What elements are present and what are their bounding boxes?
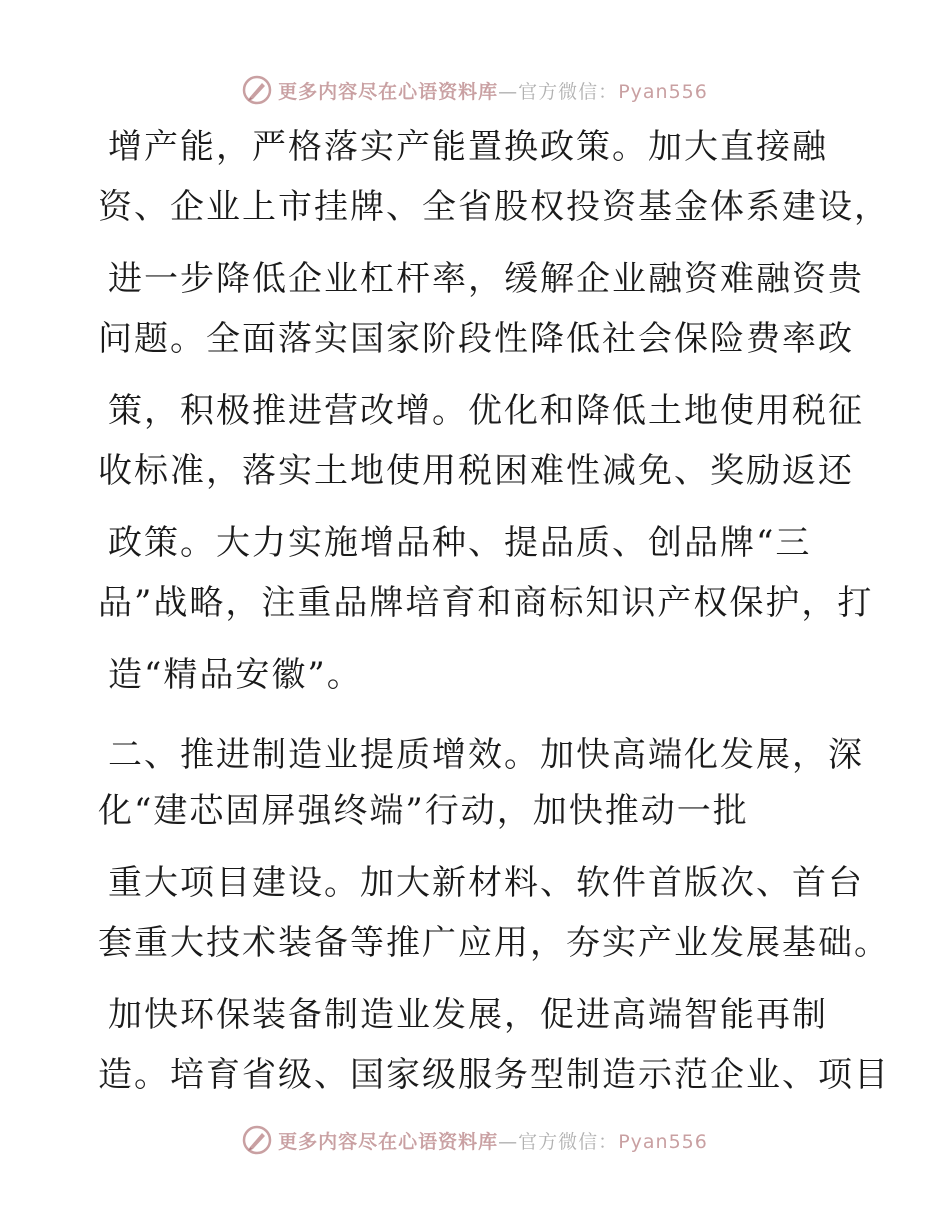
text-line-13: 套重大技术装备等推广应用，夯实产业发展基础。 xyxy=(98,923,890,963)
watermark-dash: — xyxy=(498,80,519,103)
text-line-14: 加快环保装备制造业发展，促进高端智能再制 xyxy=(108,995,828,1035)
watermark-text xyxy=(278,1127,708,1154)
watermark-wechat-id: Pyan556 xyxy=(618,1130,708,1153)
header-watermark-banner xyxy=(0,70,950,110)
text-line-1: 增产能，严格落实产能置换政策。加大直接融 xyxy=(108,127,828,167)
watermark-more-content: 更多内容尽在心语资料库 xyxy=(278,1130,499,1153)
text-line-8: 品”战略，注重品牌培育和商标知识产权保护，打 xyxy=(98,583,874,623)
text-line-10: 二、推进制造业提质增效。加快高端化发展，深 xyxy=(108,735,864,775)
watermark-wechat-label: 官方微信： xyxy=(518,1130,619,1153)
text-line-12: 重大项目建设。加大新材料、软件首版次、首台 xyxy=(108,863,864,903)
text-line-6: 收标准，落实土地使用税困难性减免、奖励返还 xyxy=(98,451,854,491)
text-line-4: 问题。全面落实国家阶段性降低社会保险费率政 xyxy=(98,319,854,359)
watermark-text xyxy=(278,77,708,104)
text-line-3: 进一步降低企业杠杆率，缓解企业融资难融资贵 xyxy=(108,259,864,299)
watermark-wechat-id: Pyan556 xyxy=(618,80,708,103)
pen-logo-icon xyxy=(242,1125,272,1155)
text-line-7: 政策。大力实施增品种、提品质、创品牌“三 xyxy=(108,523,812,563)
watermark-wechat-label: 官方微信： xyxy=(518,80,619,103)
text-line-11: 化“建芯固屏强终端”行动，加快推动一批 xyxy=(98,791,749,831)
footer-watermark-banner xyxy=(0,1120,950,1160)
watermark-dash: — xyxy=(498,1130,519,1153)
text-line-2: 资、企业上市挂牌、全省股权投资基金体系建设， xyxy=(98,187,890,227)
text-line-5: 策，积极推进营改增。优化和降低土地使用税征 xyxy=(108,391,864,431)
text-line-15: 造。培育省级、国家级服务型制造示范企业、项目 xyxy=(98,1055,890,1095)
text-line-9: 造“精品安徽”。 xyxy=(108,655,363,695)
watermark-more-content: 更多内容尽在心语资料库 xyxy=(278,80,499,103)
pen-logo-icon xyxy=(242,75,272,105)
